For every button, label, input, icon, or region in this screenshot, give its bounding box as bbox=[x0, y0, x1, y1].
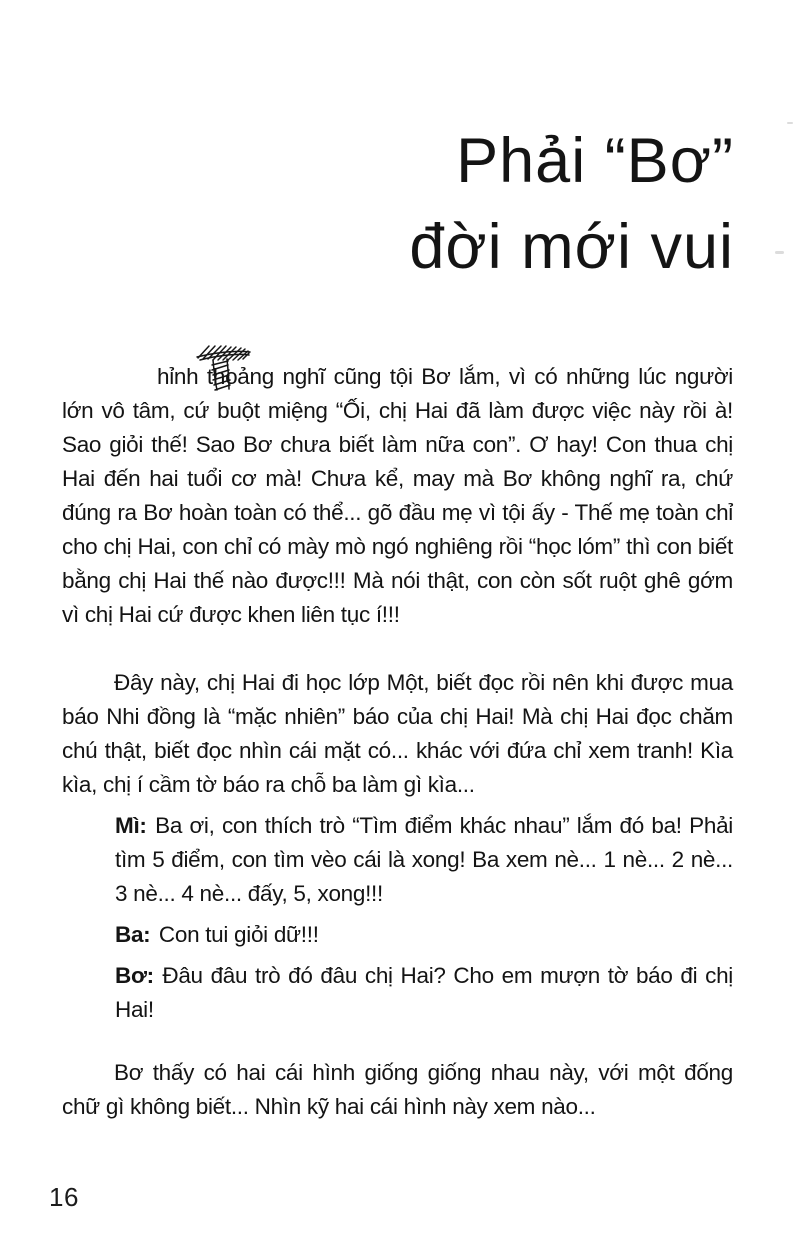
dialogue-text-ba: Con tui giỏi dữ!!! bbox=[158, 922, 319, 947]
dialogue-text-bo: Đâu đâu trò đó đâu chị Hai? Cho em mượn tờ báo đi chị Hai! bbox=[115, 963, 733, 1022]
paragraph-3: Bơ thấy có hai cái hình giống giống nhau này, với một đống chữ gì không biết... Nhìn kỹ hai cái hình này xem nào... bbox=[62, 1060, 733, 1119]
sketch-drop-cap-t-icon bbox=[100, 343, 156, 391]
chapter-title-line-2: đời mới vui bbox=[409, 212, 734, 282]
paragraph-1-text: hỉnh thoảng nghĩ cũng tội Bơ lắm, vì có những lúc người lớn vô tâm, cứ buột miệng “Ối, chị Hai đã làm được việc này rồi à! Sao giỏi thế! Sao Bơ chưa biết làm nữa con”. Ơ hay! Con thua chị Hai đến hai tuổi cơ mà! Chưa kể, may mà Bơ không nghĩ ra, chứ đúng ra Bơ hoàn toàn có thể... gõ đầu mẹ vì tội ấy - Thế mẹ toàn chỉ cho chị Hai, con chỉ có mày mò ngó nghiêng rồi “học lóm” thì con biết bằng chị Hai thế nào được!!! Mà nói thật, con còn sốt ruột ghê gớm vì chị Hai cứ được khen liên tục í!!! bbox=[62, 364, 733, 627]
paragraph-2: Đây này, chị Hai đi học lớp Một, biết đọc rồi nên khi được mua báo Nhi đồng là “mặc nhiên” báo của chị Hai! Mà chị Hai đọc chăm chú thật, biết đọc nhìn cái mặt có... khác với đứa chỉ xem tranh! Kìa kìa, chị í cầm tờ báo ra chỗ ba làm gì kìa... bbox=[62, 670, 733, 797]
page-number: 16 bbox=[49, 1182, 79, 1212]
paragraph-1 bbox=[62, 360, 733, 632]
chapter-title-line-1: Phải “Bơ” bbox=[456, 126, 734, 196]
scan-artifact bbox=[775, 251, 784, 254]
dialogue-block bbox=[115, 809, 733, 1027]
speaker-name-ba: Ba: bbox=[115, 922, 151, 947]
page-body bbox=[0, 360, 800, 1124]
speaker-name-bo: Bơ: bbox=[115, 963, 154, 988]
dialogue-line-ba bbox=[115, 918, 733, 952]
chapter-title bbox=[0, 118, 800, 290]
speaker-name-mi: Mì: bbox=[115, 813, 147, 838]
dialogue-line-mi bbox=[115, 809, 733, 911]
scan-artifact bbox=[787, 122, 793, 124]
dialogue-text-mi: Ba ơi, con thích trò “Tìm điểm khác nhau” lắm đó ba! Phải tìm 5 điểm, con tìm vèo cái là xong! Ba xem nè... 1 nè... 2 nè... 3 nè... 4 nè... đấy, 5, xong!!! bbox=[115, 813, 733, 906]
dialogue-line-bo bbox=[115, 959, 733, 1027]
